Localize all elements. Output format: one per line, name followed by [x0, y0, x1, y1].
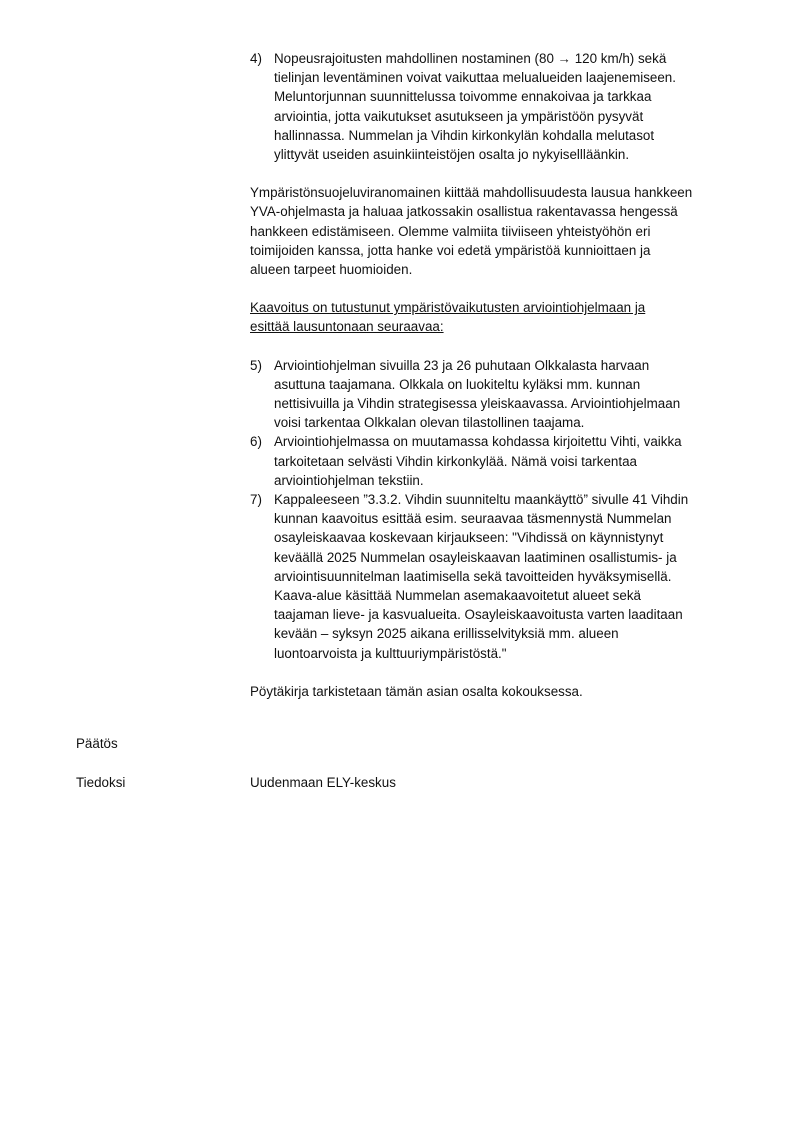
- spacer: [250, 663, 742, 682]
- main-content: [250, 49, 742, 701]
- list-item-4: [250, 49, 742, 164]
- list-item-text: Arviointiohjelmassa on muutamassa kohdassa kirjoitettu Vihti, vaikka tarkoitetaan selvästi Vihdin kirkonkylää. Nämä voisi tarkentaa arviointiohjelman tekstiin.: [274, 434, 682, 488]
- list-item-text: Kappaleeseen ”3.3.2. Vihdin suunniteltu maankäyttö” sivulle 41 Vihdin kunnan kaavoitus esittää esim. seuraavaa täsmennystä Nummelan osayleiskaavaa koskevaan kirjaukseen: "Vihdissä on käynnistynyt keväällä 2025 Nummelan osayleiskaavan laatiminen osallistumis- ja arviointisuunnitelman laatimisella sekä tavoitteiden hyväksymisellä. Kaava-alue käsittää Nummelan asemakaavoitetut alueet sekä taajaman lieve- ja kasvualueita. Osayleiskaavoitusta varten laaditaan kevään – syksyn 2025 aikana erillisselvityksiä mm. alueen luontoarvoista ja kulttuuriympäristöstä.": [274, 492, 689, 661]
- list-item-text: Arviointiohjelman sivuilla 23 ja 26 puhutaan Olkkalasta harvaan asuttuna taajamana. Olkkala on luokiteltu kyläksi mm. kunnan nettisivuilla ja Vihdin strategisessa yleiskaavassa. Arviointiohjelmaan voisi tarkentaa Olkkalan olevan tilastollinen taajama.: [274, 357, 681, 431]
- notice-label: Tiedoksi: [76, 775, 126, 790]
- list-item-number: 7): [250, 492, 262, 508]
- decision-label: Päätös: [76, 736, 118, 751]
- notice-recipient: Uudenmaan ELY-keskus: [250, 775, 396, 790]
- list-item-number: 4): [250, 51, 262, 66]
- list-item-6: [250, 432, 742, 490]
- statement-paragraph: Ympäristönsuojeluviranomainen kiittää mahdollisuudesta lausua hankkeen YVA-ohjelmasta ja haluaa jatkossakin osallistua rakentavassa hengessä hankkeen edistämiseen. Olemme valmiita tiiviiseen yhteistyöhön eri toimijoiden kanssa, jotta hanke voi edetä ympäristöä kunnioittaen ja alueen tarpeet huomioiden.: [250, 185, 693, 278]
- list-item-5: [250, 356, 742, 433]
- section-heading: Kaavoitus on tutustunut ympäristövaikutusten arviointiohjelmaan ja esittää lausuntonaan seuraavaa:: [250, 300, 646, 335]
- minutes-note: Pöytäkirja tarkistetaan tämän asian osalta kokouksessa.: [250, 683, 583, 699]
- spacer: [250, 337, 742, 356]
- list-item-text: Nopeusrajoitusten mahdollinen nostaminen (80 → 120 km/h) sekä tielinjan leventäminen voivat vaikuttaa melualueiden laajenemiseen. Meluntorjunnan suunnittelussa toivomme ennakoivaa ja tarkkaa arviointia, jotta vaikutukset asutukseen ja ympäristöön pysyvät hallinnassa. Nummelan ja Vihdin kirkonkylän kohdalla melutasot ylittyvät useiden asuinkiinteistöjen osalta jo nykyisellläänkin.: [274, 51, 676, 163]
- list-item-7: [250, 490, 742, 663]
- spacer: [250, 164, 742, 183]
- list-item-number: 6): [250, 434, 262, 450]
- list-item-number: 5): [250, 357, 262, 373]
- spacer: [250, 279, 742, 298]
